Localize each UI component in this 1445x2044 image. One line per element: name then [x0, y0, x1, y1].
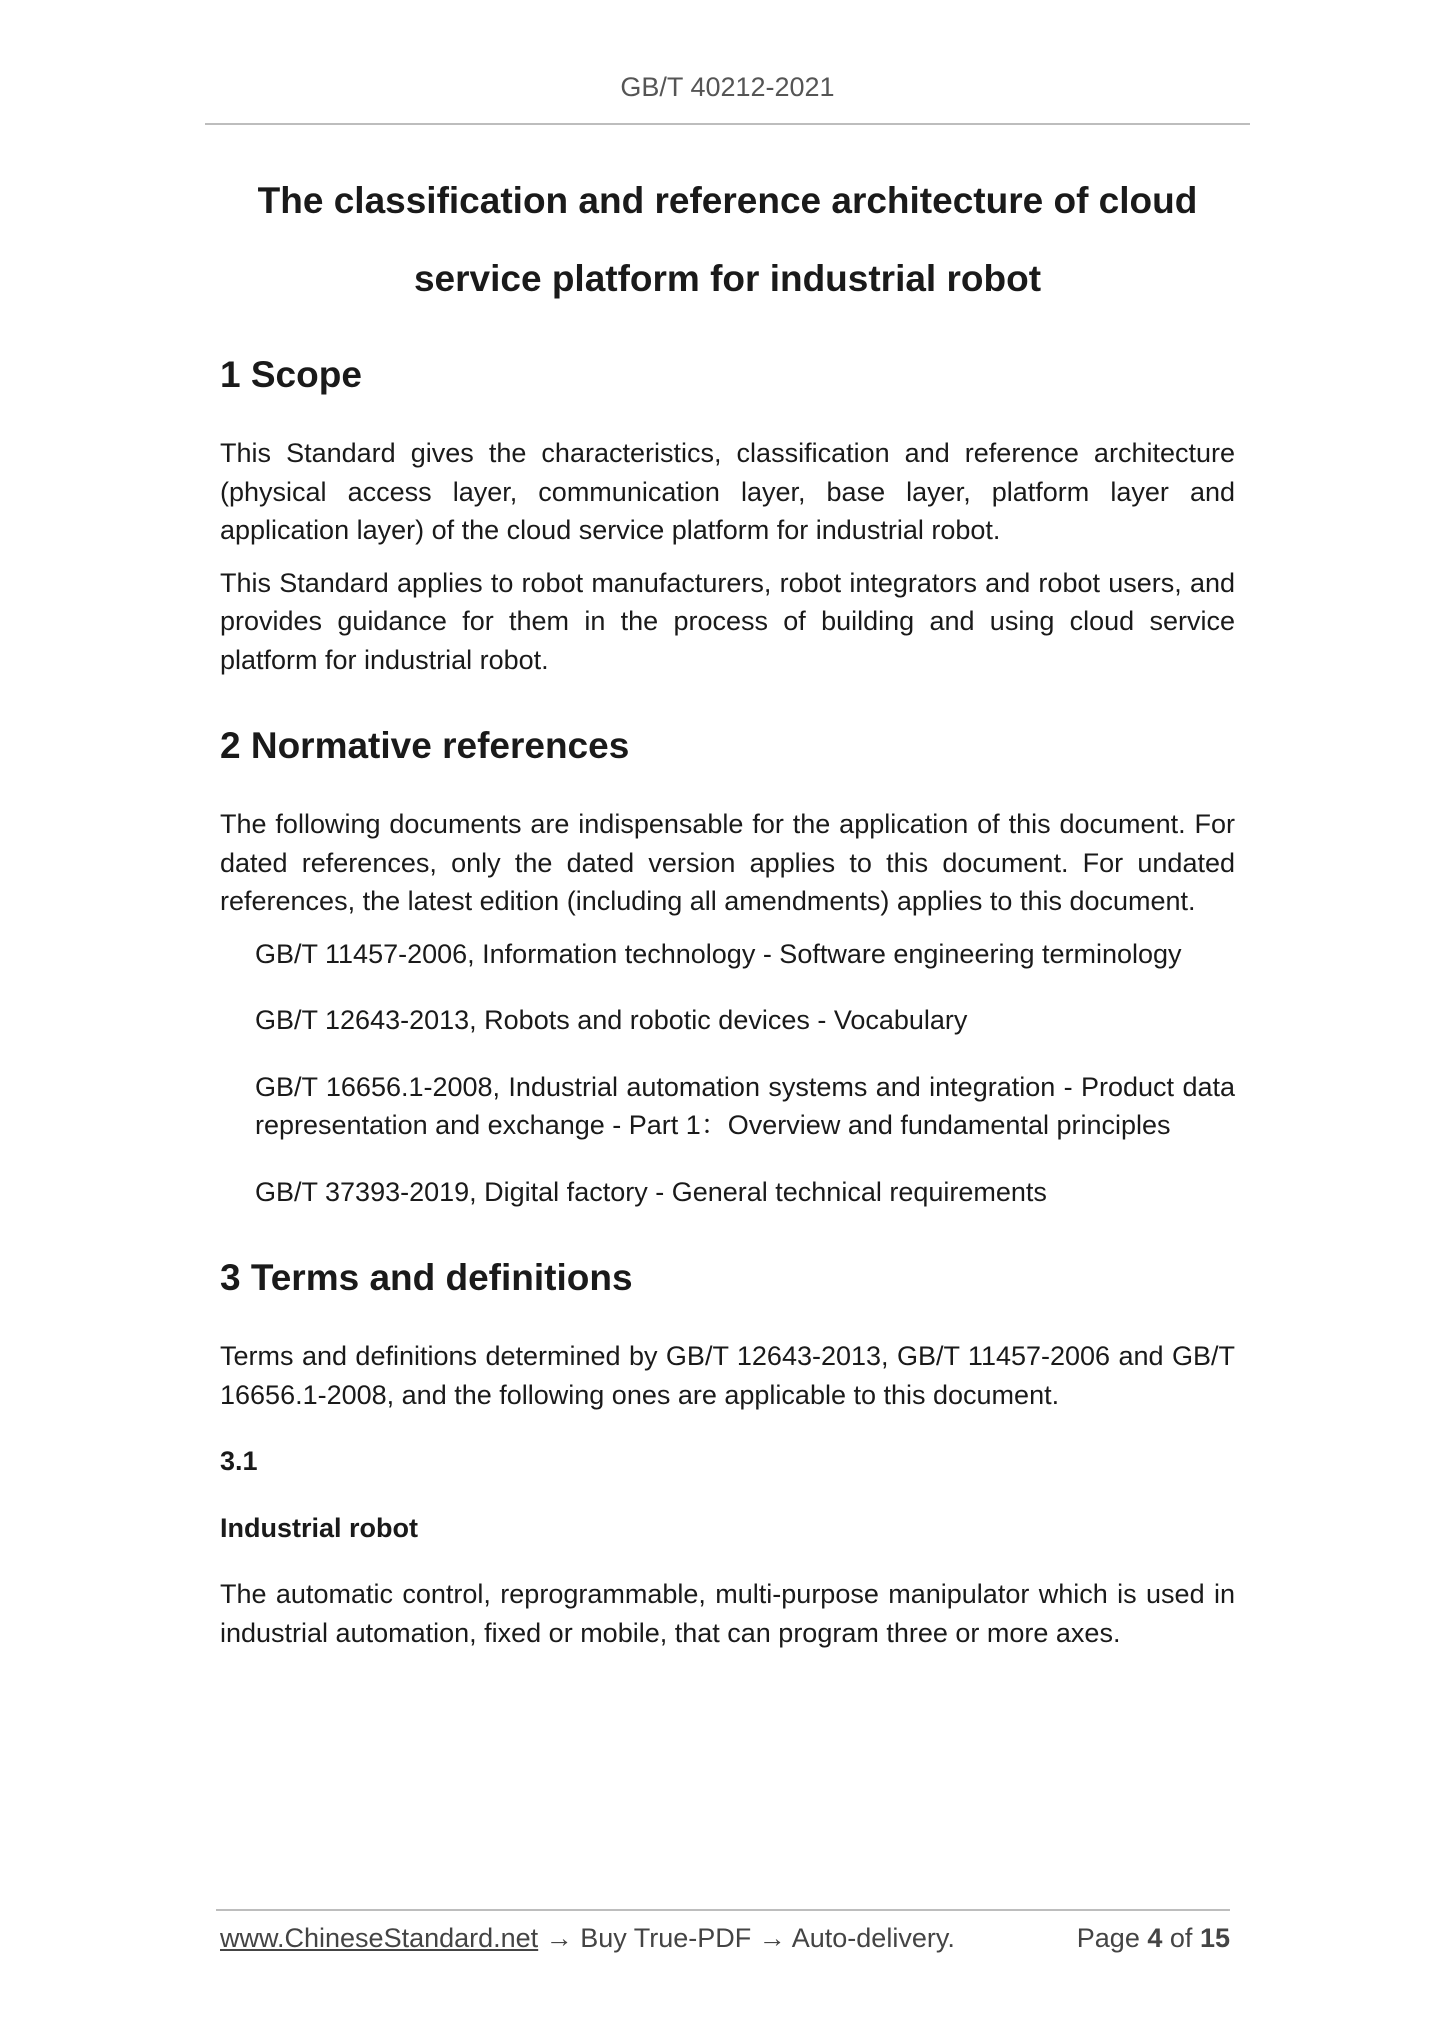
- scope-paragraph-2: This Standard applies to robot manufacturers, robot integrators and robot users, and provides guidance for them in the process of building and using cloud service platform for industrial robot.: [220, 567, 1235, 675]
- page-current: 4: [1147, 1923, 1163, 1953]
- term-number: 3.1: [220, 1446, 258, 1476]
- term-definition: The automatic control, reprogrammable, multi-purpose manipulator which is used in industrial automation, fixed or mobile, that can program three or more axes.: [220, 1579, 1235, 1648]
- section-heading-normative-references: 2 Normative references: [220, 725, 630, 766]
- term-name: Industrial robot: [220, 1512, 418, 1543]
- title-line-2: service platform for industrial robot: [413, 258, 1042, 299]
- document-body: [220, 162, 1235, 1652]
- page-of-label: of: [1169, 1923, 1193, 1953]
- title-line-1: The classification and reference architecture of cloud: [257, 180, 1198, 221]
- page-footer: [220, 1923, 1230, 1954]
- reference-list: [220, 935, 1235, 1212]
- section-heading-terms-definitions: 3 Terms and definitions: [220, 1257, 633, 1298]
- terms-intro-paragraph: Terms and definitions determined by GB/T 12643-2013, GB/T 11457-2006 and GB/T 16656.1-2008, and the following ones are applicable to this document.: [220, 1341, 1235, 1410]
- reference-item: GB/T 12643-2013, Robots and robotic devices - Vocabulary: [255, 1005, 968, 1035]
- normative-references-intro: The following documents are indispensable for the application of this document. For dated references, only the dated version applies to this document. For undated references, the latest edition (including all amendments) applies to this document.: [220, 809, 1235, 916]
- document-title: [200, 162, 1255, 318]
- reference-item: GB/T 16656.1-2008, Industrial automation systems and integration - Product data representation and exchange - Part 1：Overview and fundamental principles: [255, 1071, 1235, 1140]
- site-link[interactable]: www.ChineseStandard.net: [220, 1923, 539, 1953]
- section-heading-scope: 1 Scope: [220, 354, 362, 395]
- page-total: 15: [1199, 1923, 1230, 1953]
- footer-divider: [216, 1909, 1230, 1911]
- footer-tagline: → Buy True-PDF → Auto-delivery.: [545, 1923, 955, 1953]
- page-label: Page: [1076, 1923, 1140, 1953]
- reference-item: GB/T 37393-2019, Digital factory - General technical requirements: [255, 1176, 1047, 1207]
- header-divider: [205, 123, 1250, 125]
- reference-item: GB/T 11457-2006, Information technology - Software engineering terminology: [255, 938, 1182, 969]
- scope-paragraph-1: This Standard gives the characteristics, classification and reference architecture (physical access layer, communication layer, base layer, platform layer and application layer) of the cloud service platform for industrial robot.: [220, 438, 1235, 545]
- page-indicator: [1077, 1923, 1230, 1954]
- footer-left: [220, 1923, 955, 1954]
- running-header: GB/T 40212-2021: [620, 72, 835, 102]
